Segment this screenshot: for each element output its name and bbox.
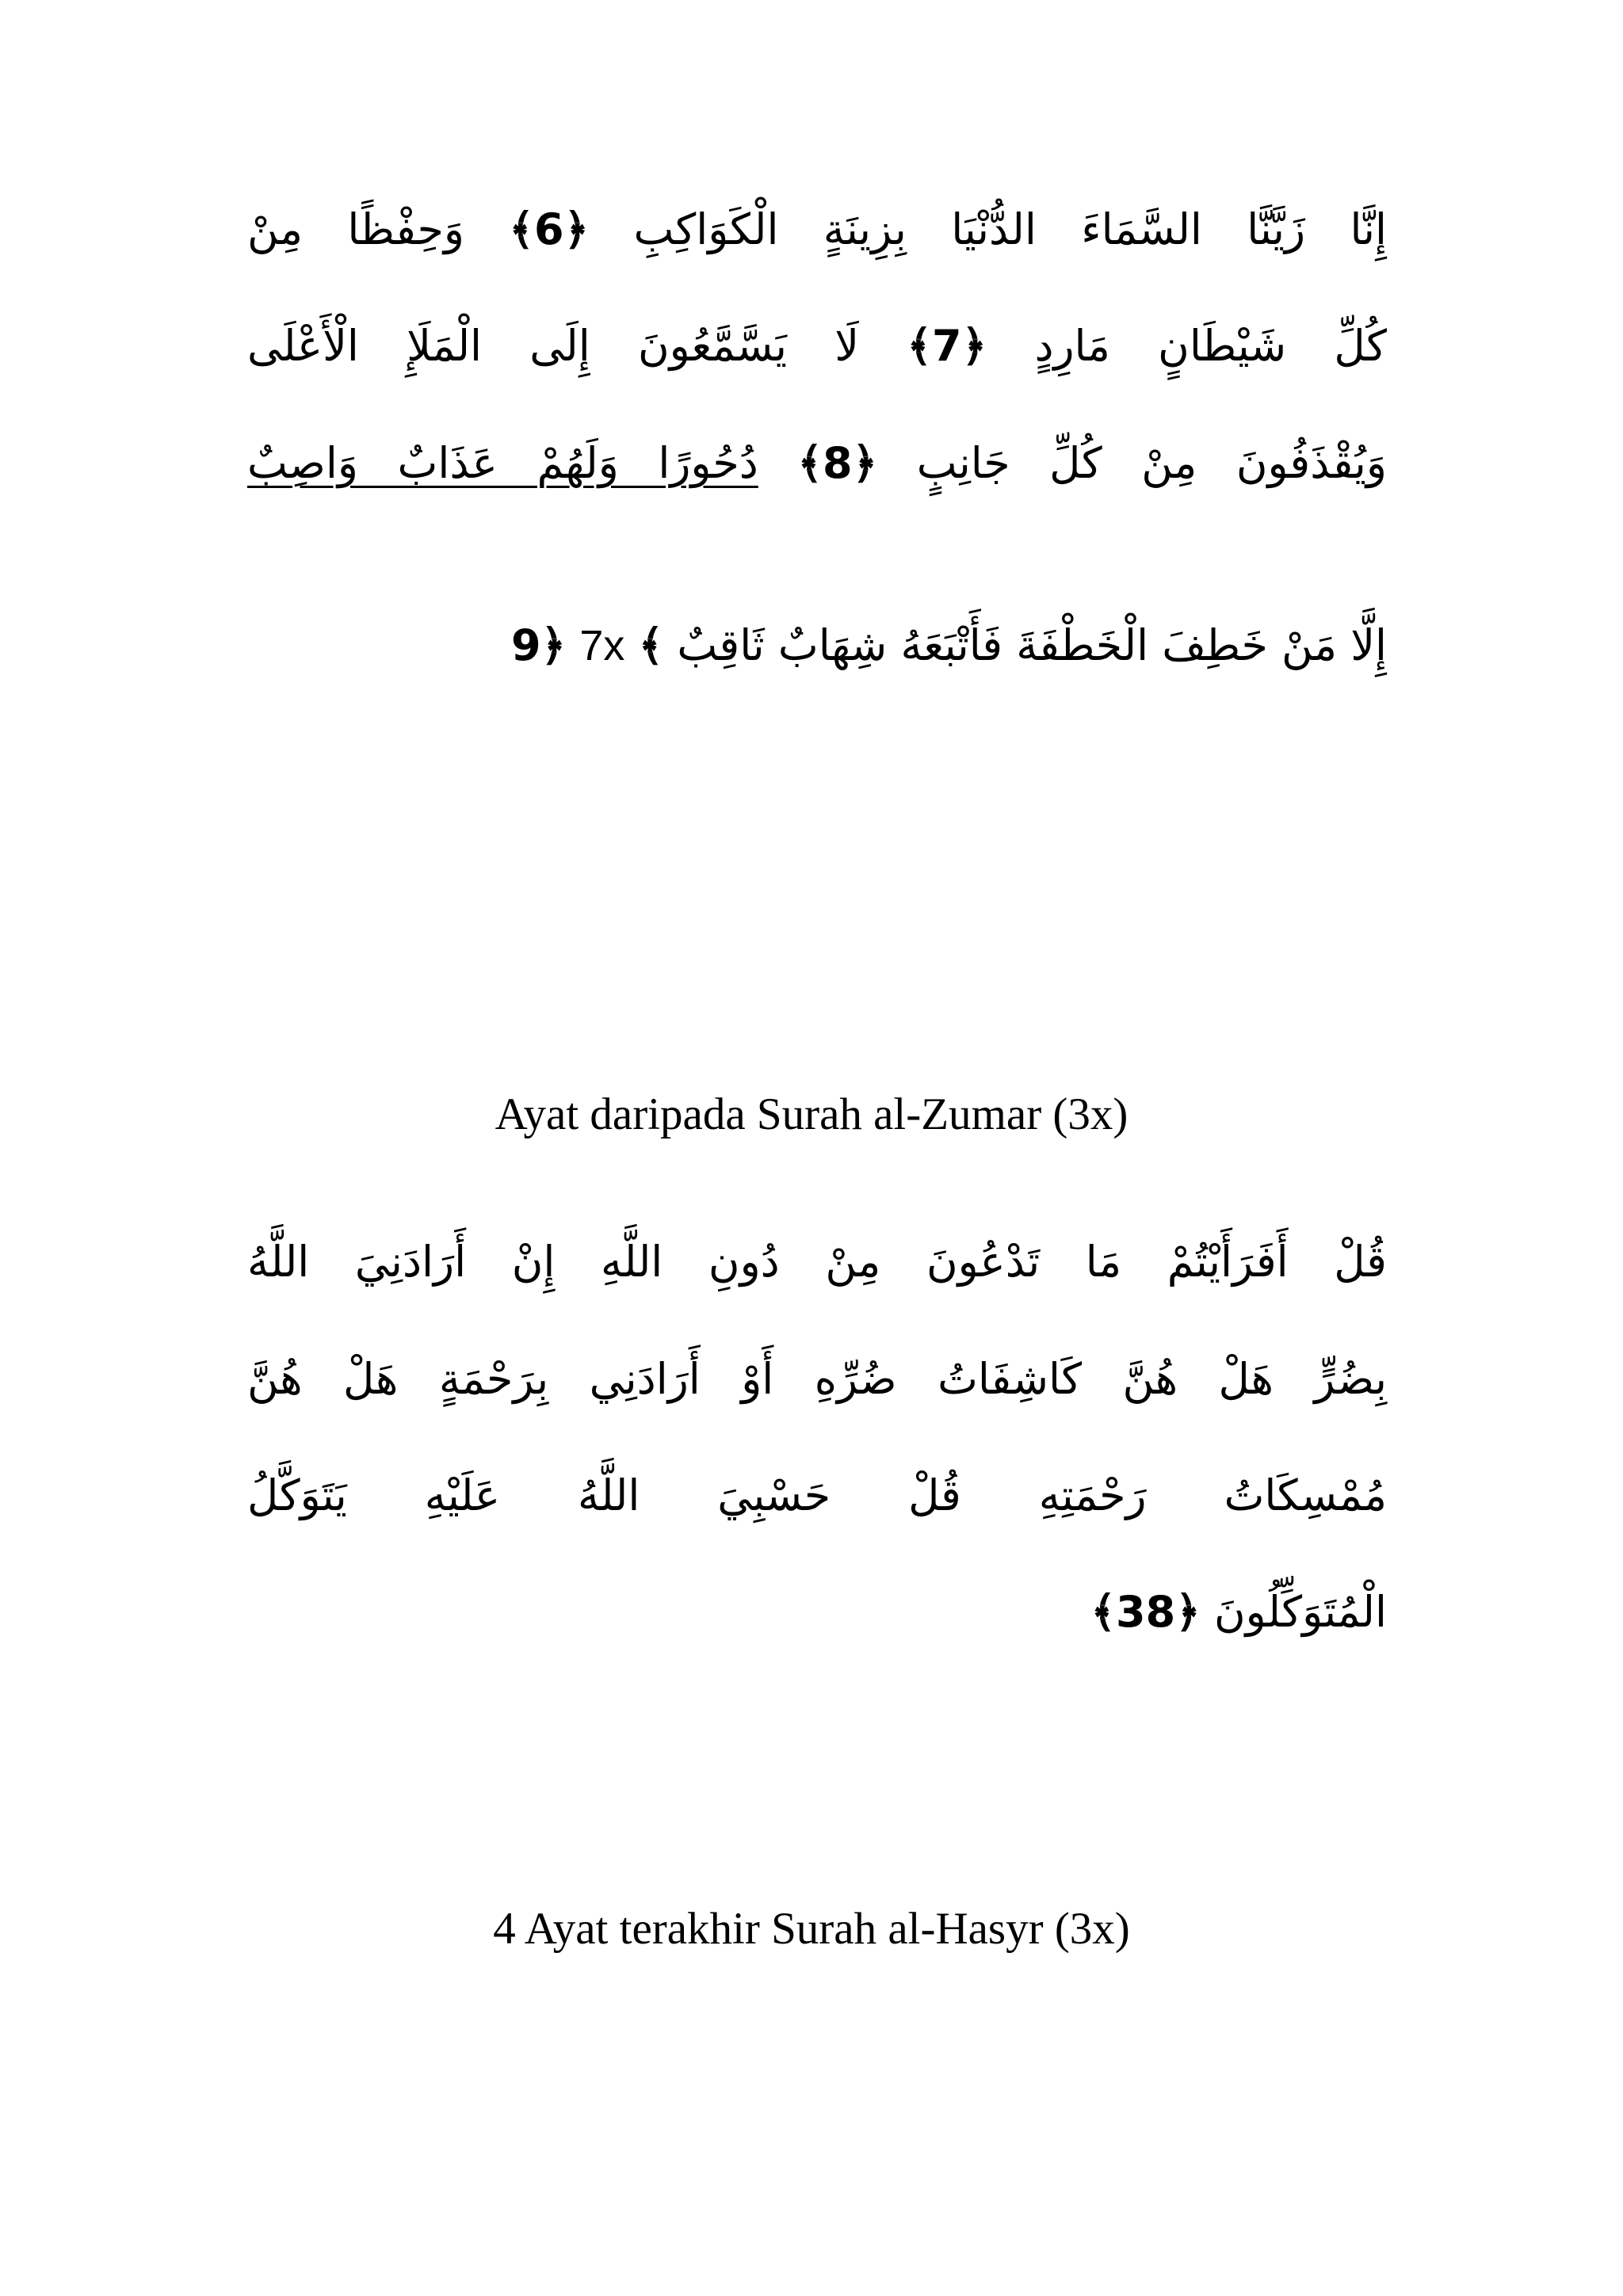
repeat-count: 7x — [579, 622, 625, 669]
verse-number-8: ﴿8﴾ — [797, 438, 878, 488]
verse-line-8 — [247, 1577, 1387, 1656]
verse-number-9-close: ﴾ — [638, 620, 664, 670]
verse-text: كُلِّ شَيْطَانٍ مَارِدٍ — [1034, 321, 1387, 371]
verse-line-4 — [511, 610, 1387, 689]
verse-number-9: ﴿9 — [510, 620, 567, 670]
verse-text: وَحِفْظًا مِنْ — [247, 204, 464, 254]
verse-text-underlined: دُحُورًا وَلَهُمْ عَذَابٌ وَاصِبٌ — [247, 438, 758, 488]
verse-text: بِضُرٍّ هَلْ هُنَّ كَاشِفَاتُ ضُرِّهِ أَوْ أَرَادَنِي بِرَحْمَةٍ هَلْ هُنَّ — [247, 1354, 1387, 1404]
verse-number-38: ﴿38﴾ — [1090, 1587, 1201, 1637]
verse-text: قُلْ أَفَرَأَيْتُمْ مَا تَدْعُونَ مِنْ دُونِ اللَّهِ إِنْ أَرَادَنِيَ اللَّهُ — [247, 1237, 1387, 1287]
verse-text: مُمْسِكَاتُ رَحْمَتِهِ قُلْ حَسْبِيَ اللَّهُ عَلَيْهِ يَتَوَكَّلُ — [247, 1470, 1387, 1520]
verse-line-3 — [247, 428, 1387, 507]
verse-line-6 — [247, 1344, 1387, 1423]
verse-line-7 — [247, 1460, 1387, 1539]
verse-line-5 — [247, 1226, 1387, 1306]
section-heading-hasyr: 4 Ayat terakhir Surah al-Hasyr (3x) — [493, 1904, 1130, 1954]
verse-text: إِنَّا زَيَّنَّا السَّمَاءَ الدُّنْيَا بِزِينَةٍ الْكَوَاكِبِ — [633, 204, 1387, 254]
section-heading-zumar: Ayat daripada Surah al-Zumar (3x) — [495, 1089, 1128, 1139]
verse-number-7: ﴿7﴾ — [907, 321, 987, 371]
verse-number-6: ﴿6﴾ — [509, 204, 590, 254]
verse-text: الْمُتَوَكِّلُونَ — [1213, 1587, 1387, 1637]
verse-text: لَا يَسَّمَّعُونَ إِلَى الْمَلَإِ الْأَعْلَى — [247, 321, 860, 371]
verse-line-2 — [247, 311, 1387, 390]
verse-text: وَيُقْذَفُونَ مِنْ كُلِّ جَانِبٍ — [916, 438, 1388, 488]
verse-text: إِلَّا مَنْ خَطِفَ الْخَطْفَةَ فَأَتْبَعَهُ شِهَابٌ ثَاقِبٌ — [677, 620, 1387, 670]
verse-line-1 — [247, 194, 1387, 273]
